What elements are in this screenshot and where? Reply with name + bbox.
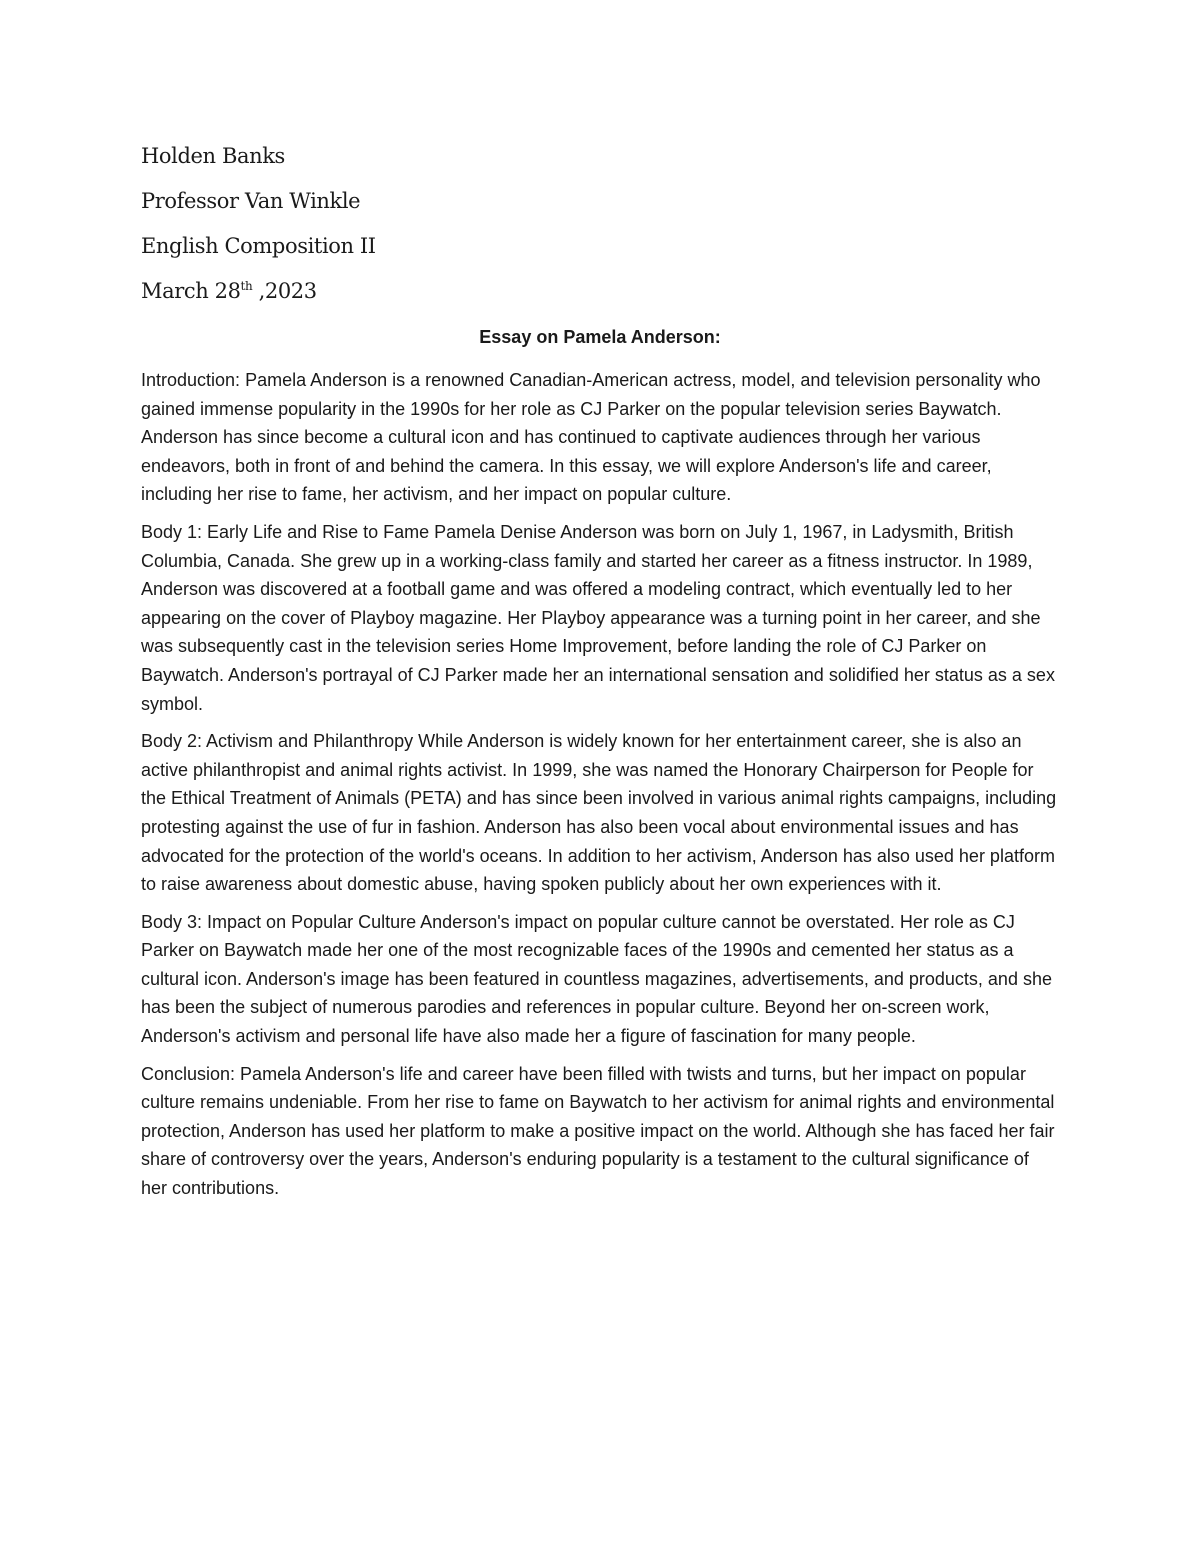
student-name: Holden Banks bbox=[141, 144, 285, 168]
essay-date bbox=[141, 273, 376, 318]
paragraph-body-3: Body 3: Impact on Popular Culture Anderson's impact on popular culture cannot be overstated. Her role as CJ Parker on Baywatch made her one of the most recognizable faces of the 1990s and cemented her status as a cultural icon. Anderson's image has been featured in countless magazines, advertisements, and products, and she has been the subject of numerous parodies and references in popular culture. Beyond her on-screen work, Anderson's activism and personal life have also made her a figure of fascination for many people. bbox=[141, 911, 1052, 1047]
course-name: English Composition II bbox=[141, 234, 376, 258]
date-ordinal-suffix: th bbox=[240, 279, 253, 293]
paragraph-introduction: Introduction: Pamela Anderson is a renowned Canadian-American actress, model, and television personality who gained immense popularity in the 1990s for her role as CJ Parker on the popular television series Baywatch. Anderson has since become a cultural icon and has continued to captivate audiences through her various endeavors, both in front of and behind the camera. In this essay, we will explore Anderson's life and career, including her rise to fame, her activism, and her impact on popular culture. bbox=[141, 370, 1041, 505]
mla-header bbox=[141, 138, 376, 318]
date-month-day: March 28 bbox=[141, 279, 241, 303]
professor-name: Professor Van Winkle bbox=[141, 189, 361, 213]
essay-title: Essay on Pamela Anderson: bbox=[479, 327, 721, 347]
date-year: ,2023 bbox=[252, 279, 317, 303]
paragraph-body-1: Body 1: Early Life and Rise to Fame Pamela Denise Anderson was born on July 1, 1967, in Ladysmith, British Columbia, Canada. She grew up in a working-class family and started her career as a fitness instructor. In 1989, Anderson was discovered at a football game and was offered a modeling contract, which eventually led to her appearing on the cover of Playboy magazine. Her Playboy appearance was a turning point in her career, and she was subsequently cast in the television series Home Improvement, before landing the role of CJ Parker on Baywatch. Anderson's portrayal of CJ Parker made her an international sensation and solidified her status as a sex symbol. bbox=[141, 521, 1055, 714]
paragraph-body-2: Body 2: Activism and Philanthropy While Anderson is widely known for her entertainment career, she is also an active philanthropist and animal rights activist. In 1999, she was named the Honorary Chairperson for People for the Ethical Treatment of Animals (PETA) and has since been involved in various animal rights campaigns, including protesting against the use of fur in fashion. Anderson has also been vocal about environmental issues and has advocated for the protection of the world's oceans. In addition to her activism, Anderson has also used her platform to raise awareness about domestic abuse, having spoken publicly about her own experiences with it. bbox=[141, 731, 1057, 895]
paragraph-conclusion: Conclusion: Pamela Anderson's life and career have been filled with twists and turns, but her impact on popular culture remains undeniable. From her rise to fame on Baywatch to her activism for animal rights and environmental protection, Anderson has used her platform to make a positive impact on the world. Although she has faced her fair share of controversy over the years, Anderson's enduring popularity is a testament to the cultural significance of her contributions. bbox=[141, 1063, 1055, 1199]
essay-body bbox=[141, 366, 1059, 1212]
